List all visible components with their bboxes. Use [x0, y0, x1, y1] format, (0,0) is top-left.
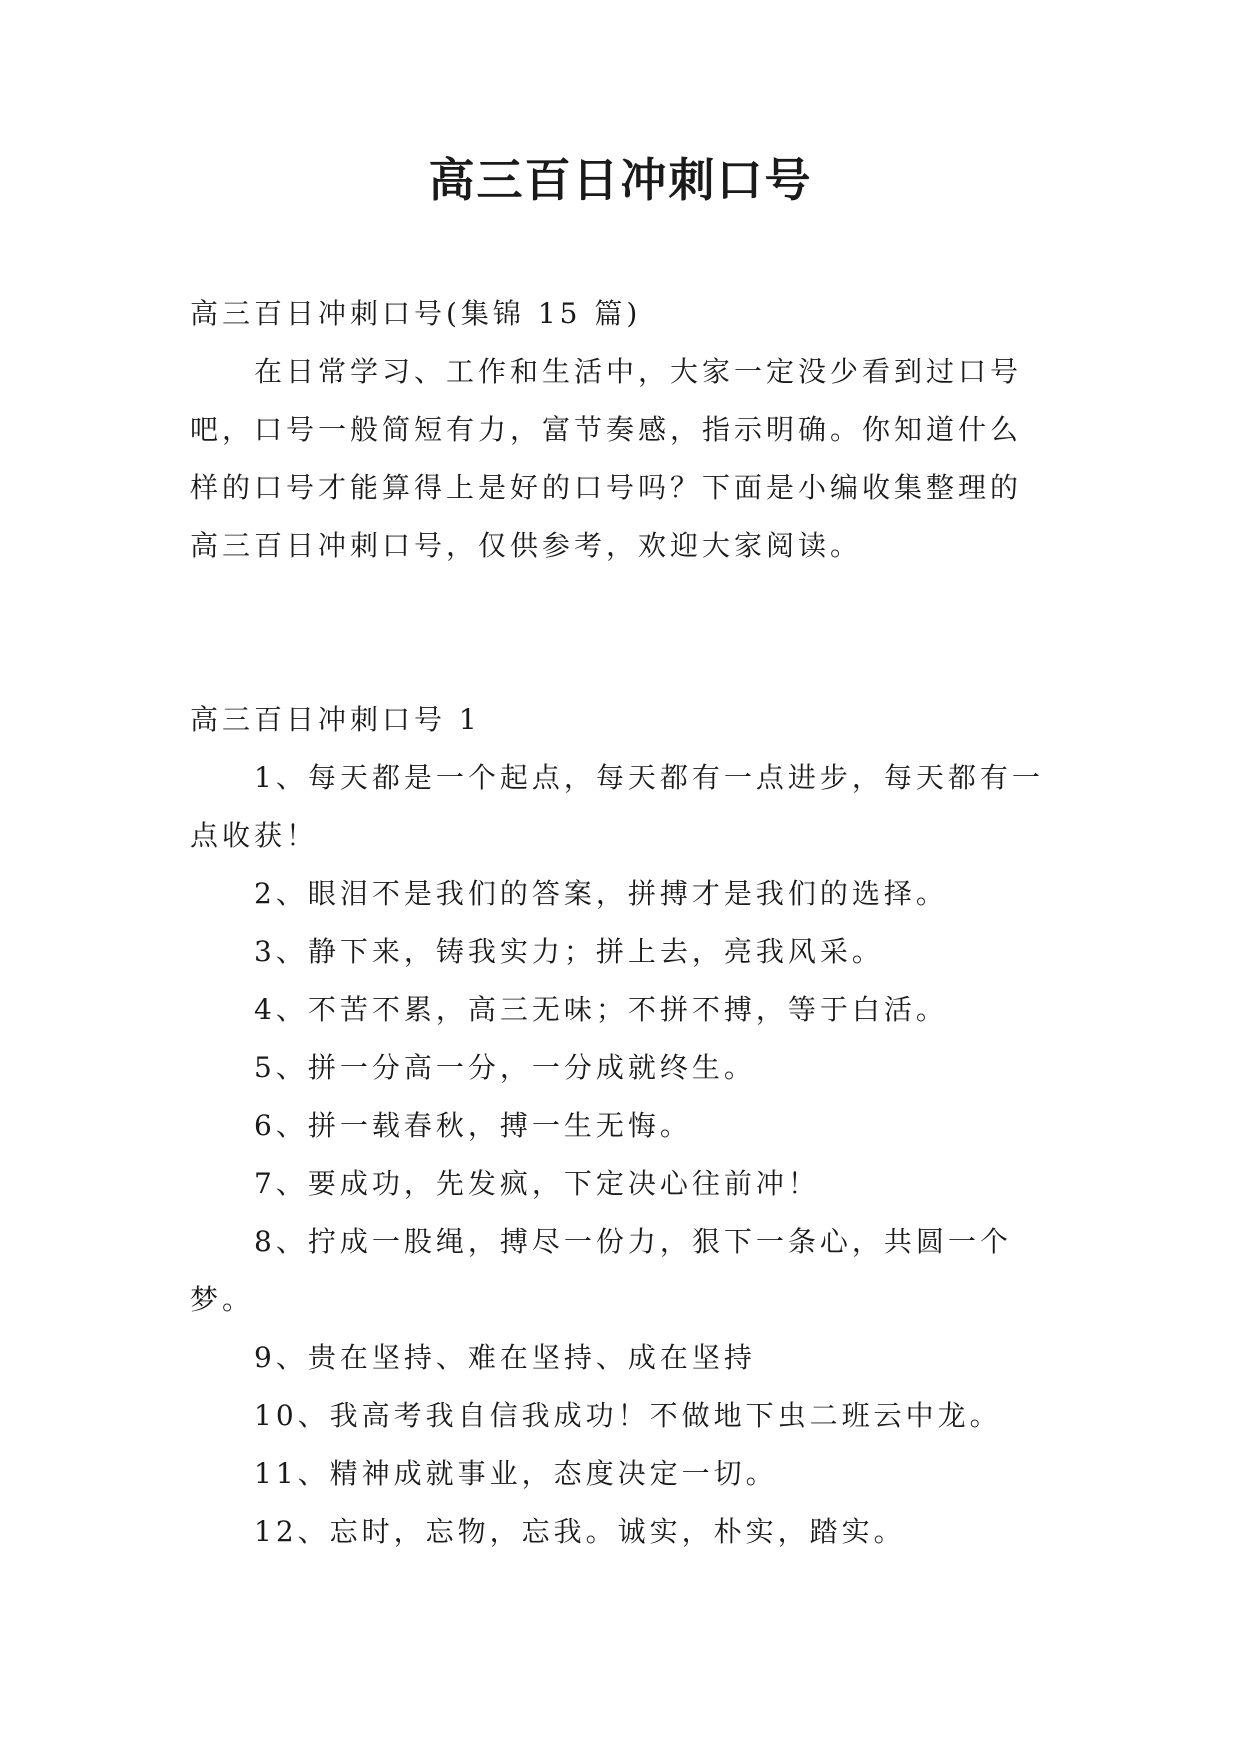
intro-paragraph: 在日常学习、工作和生活中，大家一定没少看到过口号吧，口号一般简短有力，富节奏感，指示明确。你知道什么样的口号才能算得上是好的口号吗？下面是小编收集整理的高三百日冲刺口号，仅供参考，欢迎大家阅读。	[190, 355, 1023, 562]
slogan-item: 3、静下来，铸我实力；拼上去，亮我风采。	[254, 935, 884, 968]
slogan-item: 4、不苦不累，高三无味；不拼不搏，等于白活。	[254, 993, 948, 1026]
document-subtitle: 高三百日冲刺口号(集锦 15 篇)	[190, 297, 642, 330]
slogan-item: 1、每天都是一个起点，每天都有一点进步，每天都有一点收获！	[190, 761, 1044, 852]
slogan-item: 8、拧成一股绳，搏尽一份力，狠下一条心，共圆一个梦。	[190, 1225, 1012, 1316]
slogan-item: 10、我高考我自信我成功！不做地下虫二班云中龙。	[254, 1399, 1002, 1432]
slogan-item: 7、要成功，先发疯，下定决心往前冲！	[254, 1167, 820, 1200]
slogan-item: 11、精神成就事业，态度决定一切。	[254, 1457, 778, 1490]
slogan-item: 2、眼泪不是我们的答案，拼搏才是我们的选择。	[254, 877, 948, 910]
slogan-item: 6、拼一载春秋，搏一生无悔。	[254, 1109, 692, 1142]
section-title: 高三百日冲刺口号 1	[190, 703, 481, 736]
section-gap	[190, 575, 1050, 691]
slogan-item: 12、忘时，忘物，忘我。诚实，朴实，踏实。	[254, 1515, 906, 1548]
document-body	[190, 285, 1050, 1561]
slogan-item: 5、拼一分高一分，一分成就终生。	[254, 1051, 756, 1084]
slogan-item: 9、贵在坚持、难在坚持、成在坚持	[254, 1341, 756, 1374]
document-title: 高三百日冲刺口号	[428, 153, 813, 207]
